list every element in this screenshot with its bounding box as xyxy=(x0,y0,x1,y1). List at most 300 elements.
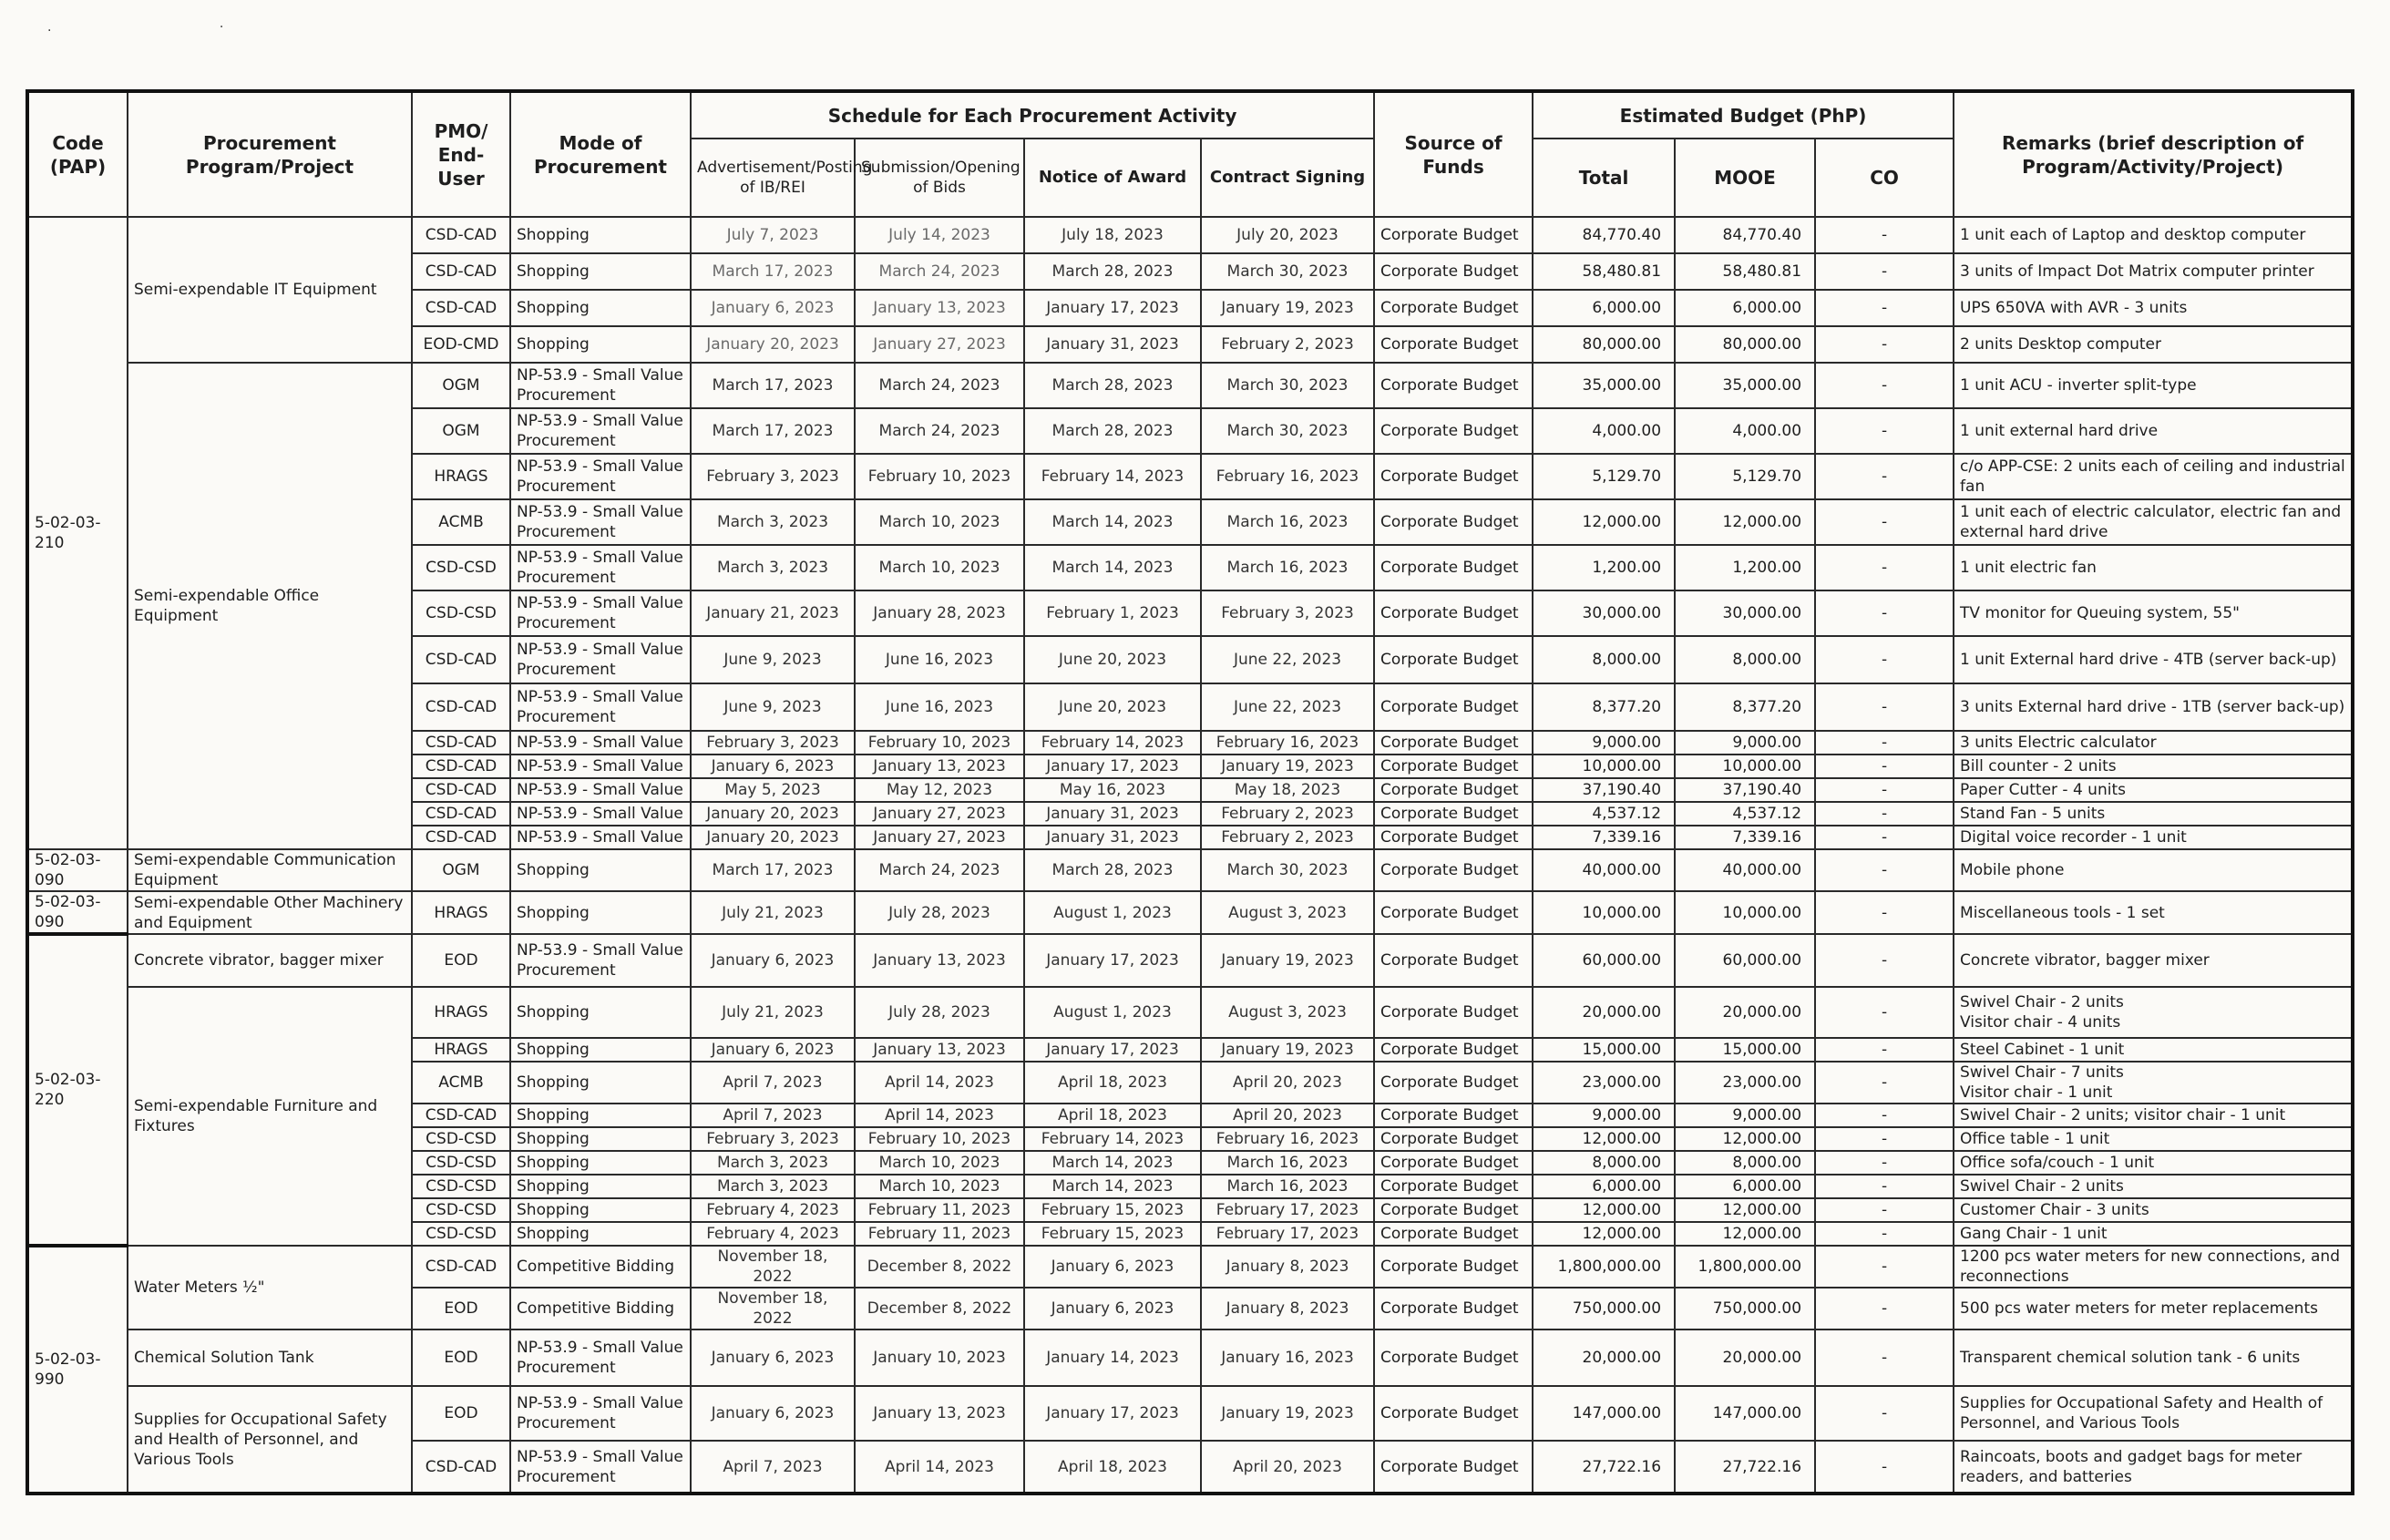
notice-date: March 14, 2023 xyxy=(1024,1175,1201,1198)
budget-total: 60,000.00 xyxy=(1533,934,1675,987)
budget-total: 84,770.40 xyxy=(1533,217,1675,253)
mode-cell: Shopping xyxy=(510,253,691,290)
notice-date: March 14, 2023 xyxy=(1024,545,1201,590)
budget-total: 35,000.00 xyxy=(1533,363,1675,408)
notice-date: April 18, 2023 xyxy=(1024,1062,1201,1104)
notice-date: January 17, 2023 xyxy=(1024,755,1201,778)
mode-cell: Shopping xyxy=(510,290,691,326)
budget-mooe: 80,000.00 xyxy=(1675,326,1815,363)
budget-mooe: 20,000.00 xyxy=(1675,1330,1815,1386)
source-of-funds: Corporate Budget xyxy=(1374,636,1533,683)
notice-date: January 6, 2023 xyxy=(1024,1288,1201,1330)
contract-date: August 3, 2023 xyxy=(1201,891,1374,934)
advertisement-date: February 4, 2023 xyxy=(691,1198,855,1222)
header-program: Procurement Program/Project xyxy=(128,91,412,217)
remarks-cell: Mobile phone xyxy=(1954,849,2353,891)
budget-co: - xyxy=(1815,1288,1954,1330)
header-advertisement: Advertisement/Posting of IB/REI xyxy=(691,139,855,217)
source-of-funds: Corporate Budget xyxy=(1374,849,1533,891)
advertisement-date: November 18, 2022 xyxy=(691,1288,855,1330)
remarks-cell: 1 unit ACU - inverter split-type xyxy=(1954,363,2353,408)
remarks-cell: Stand Fan - 5 units xyxy=(1954,802,2353,826)
mode-cell: NP-53.9 - Small Value Procurement xyxy=(510,683,691,731)
pmo-cell: CSD-CSD xyxy=(412,1222,510,1246)
source-of-funds: Corporate Budget xyxy=(1374,987,1533,1038)
pmo-cell: CSD-CSD xyxy=(412,1175,510,1198)
notice-date: February 14, 2023 xyxy=(1024,1127,1201,1151)
remarks-cell: 2 units Desktop computer xyxy=(1954,326,2353,363)
budget-mooe: 750,000.00 xyxy=(1675,1288,1815,1330)
budget-total: 10,000.00 xyxy=(1533,755,1675,778)
notice-date: April 18, 2023 xyxy=(1024,1104,1201,1127)
contract-date: February 2, 2023 xyxy=(1201,802,1374,826)
budget-total: 7,339.16 xyxy=(1533,826,1675,849)
advertisement-date: March 3, 2023 xyxy=(691,499,855,545)
advertisement-date: March 17, 2023 xyxy=(691,408,855,454)
submission-date: March 24, 2023 xyxy=(855,849,1024,891)
budget-total: 12,000.00 xyxy=(1533,1198,1675,1222)
submission-date: January 13, 2023 xyxy=(855,1038,1024,1062)
notice-date: March 28, 2023 xyxy=(1024,363,1201,408)
budget-total: 750,000.00 xyxy=(1533,1288,1675,1330)
remarks-cell: Digital voice recorder - 1 unit xyxy=(1954,826,2353,849)
notice-date: January 14, 2023 xyxy=(1024,1330,1201,1386)
advertisement-date: January 20, 2023 xyxy=(691,802,855,826)
pmo-cell: CSD-CAD xyxy=(412,731,510,755)
contract-date: February 2, 2023 xyxy=(1201,326,1374,363)
budget-co: - xyxy=(1815,891,1954,934)
remarks-cell: UPS 650VA with AVR - 3 units xyxy=(1954,290,2353,326)
notice-date: March 28, 2023 xyxy=(1024,253,1201,290)
budget-total: 147,000.00 xyxy=(1533,1386,1675,1441)
source-of-funds: Corporate Budget xyxy=(1374,1386,1533,1441)
budget-co: - xyxy=(1815,731,1954,755)
budget-total: 20,000.00 xyxy=(1533,1330,1675,1386)
mode-cell: NP-53.9 - Small Value Procurement xyxy=(510,363,691,408)
pmo-cell: OGM xyxy=(412,363,510,408)
budget-co: - xyxy=(1815,1151,1954,1175)
advertisement-date: April 7, 2023 xyxy=(691,1441,855,1494)
source-of-funds: Corporate Budget xyxy=(1374,1246,1533,1288)
pap-code: 5-02-03-210 xyxy=(27,217,128,849)
remarks-cell: 1 unit electric fan xyxy=(1954,545,2353,590)
notice-date: February 1, 2023 xyxy=(1024,590,1201,636)
advertisement-date: January 21, 2023 xyxy=(691,590,855,636)
pmo-cell: CSD-CSD xyxy=(412,590,510,636)
remarks-cell: 1 unit each of Laptop and desktop computer xyxy=(1954,217,2353,253)
mode-cell: Shopping xyxy=(510,891,691,934)
submission-date: February 10, 2023 xyxy=(855,454,1024,499)
mode-cell: Competitive Bidding xyxy=(510,1288,691,1330)
budget-mooe: 9,000.00 xyxy=(1675,731,1815,755)
budget-total: 6,000.00 xyxy=(1533,290,1675,326)
header-submission: Submission/Opening of Bids xyxy=(855,139,1024,217)
submission-date: July 28, 2023 xyxy=(855,987,1024,1038)
contract-date: February 17, 2023 xyxy=(1201,1198,1374,1222)
submission-date: January 13, 2023 xyxy=(855,290,1024,326)
budget-mooe: 20,000.00 xyxy=(1675,987,1815,1038)
notice-date: January 17, 2023 xyxy=(1024,1386,1201,1441)
advertisement-date: March 17, 2023 xyxy=(691,253,855,290)
budget-total: 80,000.00 xyxy=(1533,326,1675,363)
remarks-cell: 1 unit external hard drive xyxy=(1954,408,2353,454)
pap-code: 5-02-03-220 xyxy=(27,934,128,1246)
budget-total: 4,000.00 xyxy=(1533,408,1675,454)
advertisement-date: January 6, 2023 xyxy=(691,1330,855,1386)
notice-date: March 28, 2023 xyxy=(1024,849,1201,891)
advertisement-date: July 7, 2023 xyxy=(691,217,855,253)
program-name: Concrete vibrator, bagger mixer xyxy=(128,934,412,987)
budget-mooe: 12,000.00 xyxy=(1675,499,1815,545)
budget-co: - xyxy=(1815,217,1954,253)
budget-co: - xyxy=(1815,1062,1954,1104)
contract-date: March 30, 2023 xyxy=(1201,408,1374,454)
mode-cell: NP-53.9 - Small Value Procurement xyxy=(510,1386,691,1441)
header-budget: Estimated Budget (PhP) xyxy=(1533,91,1954,139)
pmo-cell: EOD xyxy=(412,1288,510,1330)
budget-total: 12,000.00 xyxy=(1533,1222,1675,1246)
budget-co: - xyxy=(1815,1175,1954,1198)
remarks-cell: 1200 pcs water meters for new connections, and reconnections xyxy=(1954,1246,2353,1288)
mode-cell: NP-53.9 - Small Value xyxy=(510,802,691,826)
budget-mooe: 58,480.81 xyxy=(1675,253,1815,290)
contract-date: April 20, 2023 xyxy=(1201,1104,1374,1127)
advertisement-date: March 17, 2023 xyxy=(691,363,855,408)
contract-date: January 19, 2023 xyxy=(1201,290,1374,326)
advertisement-date: March 3, 2023 xyxy=(691,1151,855,1175)
mode-cell: NP-53.9 - Small Value xyxy=(510,731,691,755)
header-mode: Mode of Procurement xyxy=(510,91,691,217)
submission-date: May 12, 2023 xyxy=(855,778,1024,802)
contract-date: January 19, 2023 xyxy=(1201,755,1374,778)
contract-date: January 8, 2023 xyxy=(1201,1246,1374,1288)
notice-date: January 31, 2023 xyxy=(1024,802,1201,826)
submission-date: December 8, 2022 xyxy=(855,1246,1024,1288)
remarks-cell: 500 pcs water meters for meter replacements xyxy=(1954,1288,2353,1330)
contract-date: February 2, 2023 xyxy=(1201,826,1374,849)
notice-date: June 20, 2023 xyxy=(1024,636,1201,683)
source-of-funds: Corporate Budget xyxy=(1374,1222,1533,1246)
remarks-cell: Steel Cabinet - 1 unit xyxy=(1954,1038,2353,1062)
contract-date: January 8, 2023 xyxy=(1201,1288,1374,1330)
remarks-cell: 1 unit External hard drive - 4TB (server back-up) xyxy=(1954,636,2353,683)
mode-cell: Shopping xyxy=(510,217,691,253)
pmo-cell: CSD-CSD xyxy=(412,1198,510,1222)
notice-date: June 20, 2023 xyxy=(1024,683,1201,731)
contract-date: March 16, 2023 xyxy=(1201,545,1374,590)
mode-cell: NP-53.9 - Small Value xyxy=(510,755,691,778)
contract-date: June 22, 2023 xyxy=(1201,683,1374,731)
remarks-cell: Raincoats, boots and gadget bags for meter readers, and batteries xyxy=(1954,1441,2353,1494)
budget-mooe: 1,200.00 xyxy=(1675,545,1815,590)
contract-date: March 16, 2023 xyxy=(1201,1175,1374,1198)
remarks-cell: Swivel Chair - 2 units Visitor chair - 4 units xyxy=(1954,987,2353,1038)
header-schedule: Schedule for Each Procurement Activity xyxy=(691,91,1374,139)
notice-date: March 14, 2023 xyxy=(1024,1151,1201,1175)
mode-cell: NP-53.9 - Small Value Procurement xyxy=(510,636,691,683)
source-of-funds: Corporate Budget xyxy=(1374,1441,1533,1494)
remarks-cell: Paper Cutter - 4 units xyxy=(1954,778,2353,802)
submission-date: January 28, 2023 xyxy=(855,590,1024,636)
pap-code: 5-02-03-990 xyxy=(27,1246,128,1494)
budget-mooe: 37,190.40 xyxy=(1675,778,1815,802)
pmo-cell: HRAGS xyxy=(412,891,510,934)
notice-date: May 16, 2023 xyxy=(1024,778,1201,802)
budget-mooe: 10,000.00 xyxy=(1675,891,1815,934)
budget-co: - xyxy=(1815,326,1954,363)
header-co: CO xyxy=(1815,139,1954,217)
mode-cell: Shopping xyxy=(510,1151,691,1175)
contract-date: March 30, 2023 xyxy=(1201,253,1374,290)
program-name: Chemical Solution Tank xyxy=(128,1330,412,1386)
submission-date: March 24, 2023 xyxy=(855,253,1024,290)
budget-co: - xyxy=(1815,1222,1954,1246)
budget-co: - xyxy=(1815,454,1954,499)
advertisement-date: November 18, 2022 xyxy=(691,1246,855,1288)
remarks-cell: Swivel Chair - 2 units; visitor chair - 1 unit xyxy=(1954,1104,2353,1127)
advertisement-date: May 5, 2023 xyxy=(691,778,855,802)
submission-date: January 27, 2023 xyxy=(855,826,1024,849)
notice-date: February 15, 2023 xyxy=(1024,1198,1201,1222)
source-of-funds: Corporate Budget xyxy=(1374,408,1533,454)
table-row xyxy=(27,1246,2353,1288)
budget-total: 23,000.00 xyxy=(1533,1062,1675,1104)
budget-mooe: 4,000.00 xyxy=(1675,408,1815,454)
budget-mooe: 84,770.40 xyxy=(1675,217,1815,253)
contract-date: August 3, 2023 xyxy=(1201,987,1374,1038)
budget-total: 30,000.00 xyxy=(1533,590,1675,636)
budget-mooe: 4,537.12 xyxy=(1675,802,1815,826)
header-source: Source of Funds xyxy=(1374,91,1533,217)
contract-date: February 3, 2023 xyxy=(1201,590,1374,636)
program-name: Semi-expendable Other Machinery and Equipment xyxy=(128,891,412,934)
budget-mooe: 6,000.00 xyxy=(1675,290,1815,326)
pmo-cell: EOD xyxy=(412,1386,510,1441)
contract-date: March 30, 2023 xyxy=(1201,363,1374,408)
budget-total: 15,000.00 xyxy=(1533,1038,1675,1062)
submission-date: February 10, 2023 xyxy=(855,731,1024,755)
mode-cell: NP-53.9 - Small Value Procurement xyxy=(510,1441,691,1494)
source-of-funds: Corporate Budget xyxy=(1374,217,1533,253)
notice-date: July 18, 2023 xyxy=(1024,217,1201,253)
submission-date: March 24, 2023 xyxy=(855,363,1024,408)
submission-date: January 13, 2023 xyxy=(855,1386,1024,1441)
budget-co: - xyxy=(1815,1127,1954,1151)
advertisement-date: March 17, 2023 xyxy=(691,849,855,891)
source-of-funds: Corporate Budget xyxy=(1374,1151,1533,1175)
advertisement-date: January 6, 2023 xyxy=(691,755,855,778)
remarks-cell: Concrete vibrator, bagger mixer xyxy=(1954,934,2353,987)
source-of-funds: Corporate Budget xyxy=(1374,363,1533,408)
budget-mooe: 23,000.00 xyxy=(1675,1062,1815,1104)
pmo-cell: CSD-CAD xyxy=(412,802,510,826)
pmo-cell: CSD-CAD xyxy=(412,683,510,731)
budget-co: - xyxy=(1815,826,1954,849)
source-of-funds: Corporate Budget xyxy=(1374,1288,1533,1330)
mode-cell: Shopping xyxy=(510,1062,691,1104)
source-of-funds: Corporate Budget xyxy=(1374,826,1533,849)
table-row xyxy=(27,891,2353,934)
source-of-funds: Corporate Budget xyxy=(1374,778,1533,802)
mode-cell: Shopping xyxy=(510,987,691,1038)
submission-date: April 14, 2023 xyxy=(855,1104,1024,1127)
notice-date: February 15, 2023 xyxy=(1024,1222,1201,1246)
budget-mooe: 15,000.00 xyxy=(1675,1038,1815,1062)
budget-co: - xyxy=(1815,802,1954,826)
advertisement-date: January 6, 2023 xyxy=(691,1386,855,1441)
budget-mooe: 40,000.00 xyxy=(1675,849,1815,891)
pmo-cell: HRAGS xyxy=(412,1038,510,1062)
mode-cell: Shopping xyxy=(510,326,691,363)
submission-date: January 13, 2023 xyxy=(855,934,1024,987)
budget-mooe: 12,000.00 xyxy=(1675,1222,1815,1246)
pmo-cell: CSD-CSD xyxy=(412,545,510,590)
source-of-funds: Corporate Budget xyxy=(1374,934,1533,987)
budget-co: - xyxy=(1815,290,1954,326)
table-row xyxy=(27,987,2353,1038)
source-of-funds: Corporate Budget xyxy=(1374,755,1533,778)
header-total: Total xyxy=(1533,139,1675,217)
budget-mooe: 5,129.70 xyxy=(1675,454,1815,499)
source-of-funds: Corporate Budget xyxy=(1374,454,1533,499)
budget-mooe: 12,000.00 xyxy=(1675,1198,1815,1222)
program-name: Semi-expendable IT Equipment xyxy=(128,217,412,363)
budget-co: - xyxy=(1815,987,1954,1038)
program-name: Semi-expendable Furniture and Fixtures xyxy=(128,987,412,1246)
source-of-funds: Corporate Budget xyxy=(1374,1062,1533,1104)
contract-date: January 16, 2023 xyxy=(1201,1330,1374,1386)
pmo-cell: HRAGS xyxy=(412,987,510,1038)
budget-total: 20,000.00 xyxy=(1533,987,1675,1038)
remarks-cell: Bill counter - 2 units xyxy=(1954,755,2353,778)
pmo-cell: EOD xyxy=(412,934,510,987)
advertisement-date: February 4, 2023 xyxy=(691,1222,855,1246)
budget-co: - xyxy=(1815,1038,1954,1062)
advertisement-date: January 6, 2023 xyxy=(691,290,855,326)
contract-date: January 19, 2023 xyxy=(1201,1386,1374,1441)
notice-date: August 1, 2023 xyxy=(1024,891,1201,934)
source-of-funds: Corporate Budget xyxy=(1374,590,1533,636)
program-name: Supplies for Occupational Safety and Health of Personnel, and Various Tools xyxy=(128,1386,412,1494)
pmo-cell: EOD xyxy=(412,1330,510,1386)
pmo-cell: CSD-CAD xyxy=(412,290,510,326)
contract-date: May 18, 2023 xyxy=(1201,778,1374,802)
mode-cell: NP-53.9 - Small Value xyxy=(510,826,691,849)
submission-date: March 10, 2023 xyxy=(855,1151,1024,1175)
submission-date: January 10, 2023 xyxy=(855,1330,1024,1386)
source-of-funds: Corporate Budget xyxy=(1374,499,1533,545)
advertisement-date: April 7, 2023 xyxy=(691,1104,855,1127)
source-of-funds: Corporate Budget xyxy=(1374,1198,1533,1222)
submission-date: February 11, 2023 xyxy=(855,1198,1024,1222)
submission-date: February 11, 2023 xyxy=(855,1222,1024,1246)
budget-total: 8,000.00 xyxy=(1533,1151,1675,1175)
notice-date: January 17, 2023 xyxy=(1024,934,1201,987)
budget-mooe: 27,722.16 xyxy=(1675,1441,1815,1494)
budget-total: 40,000.00 xyxy=(1533,849,1675,891)
mode-cell: NP-53.9 - Small Value Procurement xyxy=(510,1330,691,1386)
remarks-cell: Supplies for Occupational Safety and Health of Personnel, and Various Tools xyxy=(1954,1386,2353,1441)
budget-total: 4,537.12 xyxy=(1533,802,1675,826)
budget-total: 9,000.00 xyxy=(1533,1104,1675,1127)
mode-cell: Shopping xyxy=(510,1127,691,1151)
remarks-cell: Customer Chair - 3 units xyxy=(1954,1198,2353,1222)
program-name: Semi-expendable Office Equipment xyxy=(128,363,412,849)
pmo-cell: CSD-CAD xyxy=(412,826,510,849)
budget-mooe: 1,800,000.00 xyxy=(1675,1246,1815,1288)
submission-date: January 27, 2023 xyxy=(855,326,1024,363)
pap-code: 5-02-03-090 xyxy=(27,849,128,891)
advertisement-date: February 3, 2023 xyxy=(691,454,855,499)
pmo-cell: CSD-CAD xyxy=(412,1441,510,1494)
pmo-cell: CSD-CSD xyxy=(412,1127,510,1151)
advertisement-date: March 3, 2023 xyxy=(691,1175,855,1198)
source-of-funds: Corporate Budget xyxy=(1374,290,1533,326)
budget-co: - xyxy=(1815,590,1954,636)
pmo-cell: CSD-CAD xyxy=(412,778,510,802)
pmo-cell: CSD-CAD xyxy=(412,217,510,253)
budget-total: 58,480.81 xyxy=(1533,253,1675,290)
budget-mooe: 10,000.00 xyxy=(1675,755,1815,778)
notice-date: January 6, 2023 xyxy=(1024,1246,1201,1288)
notice-date: August 1, 2023 xyxy=(1024,987,1201,1038)
contract-date: July 20, 2023 xyxy=(1201,217,1374,253)
submission-date: July 14, 2023 xyxy=(855,217,1024,253)
advertisement-date: June 9, 2023 xyxy=(691,683,855,731)
budget-mooe: 8,000.00 xyxy=(1675,636,1815,683)
notice-date: January 31, 2023 xyxy=(1024,326,1201,363)
table-row xyxy=(27,1330,2353,1386)
budget-co: - xyxy=(1815,778,1954,802)
budget-co: - xyxy=(1815,408,1954,454)
mode-cell: NP-53.9 - Small Value Procurement xyxy=(510,590,691,636)
budget-mooe: 6,000.00 xyxy=(1675,1175,1815,1198)
budget-mooe: 30,000.00 xyxy=(1675,590,1815,636)
remarks-cell: Gang Chair - 1 unit xyxy=(1954,1222,2353,1246)
contract-date: March 16, 2023 xyxy=(1201,1151,1374,1175)
mode-cell: Shopping xyxy=(510,1175,691,1198)
remarks-cell: Transparent chemical solution tank - 6 units xyxy=(1954,1330,2353,1386)
advertisement-date: July 21, 2023 xyxy=(691,891,855,934)
budget-co: - xyxy=(1815,636,1954,683)
budget-co: - xyxy=(1815,1198,1954,1222)
mode-cell: NP-53.9 - Small Value Procurement xyxy=(510,545,691,590)
budget-total: 27,722.16 xyxy=(1533,1441,1675,1494)
pmo-cell: ACMB xyxy=(412,499,510,545)
budget-total: 8,377.20 xyxy=(1533,683,1675,731)
advertisement-date: January 6, 2023 xyxy=(691,934,855,987)
mode-cell: Shopping xyxy=(510,1038,691,1062)
notice-date: January 17, 2023 xyxy=(1024,290,1201,326)
source-of-funds: Corporate Budget xyxy=(1374,1175,1533,1198)
remarks-cell: Office sofa/couch - 1 unit xyxy=(1954,1151,2353,1175)
program-name: Semi-expendable Communication Equipment xyxy=(128,849,412,891)
remarks-cell: 1 unit each of electric calculator, electric fan and external hard drive xyxy=(1954,499,2353,545)
pap-code: 5-02-03-090 xyxy=(27,891,128,934)
header-code: Code (PAP) xyxy=(27,91,128,217)
budget-co: - xyxy=(1815,1441,1954,1494)
notice-date: February 14, 2023 xyxy=(1024,454,1201,499)
advertisement-date: January 20, 2023 xyxy=(691,826,855,849)
budget-co: - xyxy=(1815,1246,1954,1288)
table-row xyxy=(27,934,2353,987)
advertisement-date: April 7, 2023 xyxy=(691,1062,855,1104)
table-row xyxy=(27,217,2353,253)
mode-cell: Shopping xyxy=(510,1104,691,1127)
submission-date: March 10, 2023 xyxy=(855,1175,1024,1198)
header-remarks: Remarks (brief description of Program/Activity/Project) xyxy=(1954,91,2353,217)
scan-specks: . · xyxy=(47,20,306,35)
